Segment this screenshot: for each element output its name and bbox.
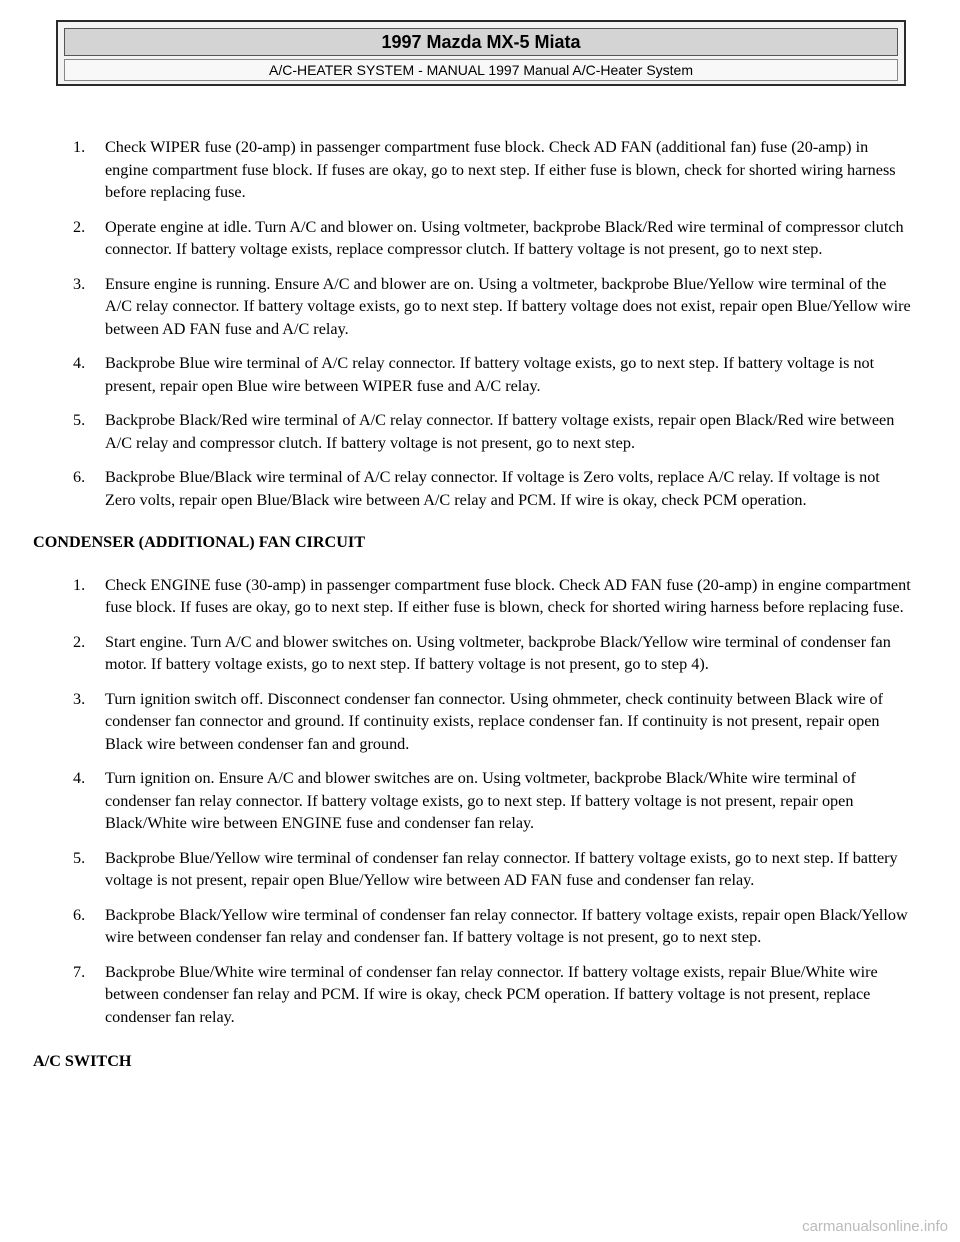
step-text: Backprobe Blue/Black wire terminal of A/C relay connector. If voltage is Zero volts, replace A/C relay. If voltage is not Zero volts, repair open Blue/Black wire between A/C relay and PCM. If wire is okay, check PCM operation. <box>105 468 880 509</box>
list-item <box>33 273 913 341</box>
list-item <box>33 688 913 756</box>
document-body <box>33 136 913 1093</box>
document-subtitle: A/C-HEATER SYSTEM - MANUAL 1997 Manual A/C-Heater System <box>64 59 898 81</box>
step-list-ac-compressor <box>33 136 913 511</box>
list-item <box>33 904 913 949</box>
list-item <box>33 574 913 619</box>
site-watermark: carmanualsonline.info <box>802 1218 948 1235</box>
step-number: 6. <box>73 468 86 486</box>
list-item <box>33 961 913 1029</box>
step-number: 1. <box>73 575 86 594</box>
step-number: 2. <box>73 217 86 236</box>
list-item <box>33 767 913 835</box>
step-text: Check WIPER fuse (20-amp) in passenger compartment fuse block. Check AD FAN (additional fan) fuse (20-amp) in engine compartment fuse block. If fuses are okay, go to next step. If either fuse is blown, check for shorted wiring harness before replacing fuse. <box>105 138 896 201</box>
list-item <box>33 847 913 892</box>
step-number: 3. <box>73 274 86 293</box>
section-heading-condenser-fan: CONDENSER (ADDITIONAL) FAN CIRCUIT <box>33 533 366 551</box>
step-text: Ensure engine is running. Ensure A/C and blower are on. Using a voltmeter, backprobe Blue/Yellow wire terminal of the A/C relay connector. If battery voltage exists, go to next step. If battery voltage does not exist, repair open Blue/Yellow wire between AD FAN fuse and A/C relay. <box>105 274 911 338</box>
step-text: Operate engine at idle. Turn A/C and blower on. Using voltmeter, backprobe Black/Red wire terminal of compressor clutch connector. If battery voltage exists, replace compressor clutch. If battery voltage is not present, go to next step. <box>105 217 904 258</box>
step-text: Start engine. Turn A/C and blower switches on. Using voltmeter, backprobe Black/Yellow wire terminal of condenser fan motor. If battery voltage exists, go to next step. If battery voltage is not present, go to step 4). <box>105 632 891 673</box>
step-number: 4. <box>73 354 86 372</box>
step-text: Backprobe Black/Red wire terminal of A/C relay connector. If battery voltage exists, repair open Black/Red wire between A/C relay and compressor clutch. If battery voltage is not present, go to next step. <box>105 411 895 452</box>
step-text: Backprobe Black/Yellow wire terminal of condenser fan relay connector. If battery voltage exists, repair open Black/Yellow wire between condenser fan relay and condenser fan. If battery voltage is not present, go to next step. <box>105 905 908 946</box>
step-text: Backprobe Blue wire terminal of A/C relay connector. If battery voltage exists, go to next step. If battery voltage is not present, repair open Blue wire between WIPER fuse and A/C relay. <box>105 354 875 395</box>
step-number: 2. <box>73 632 86 651</box>
page-header <box>56 20 906 86</box>
step-number: 5. <box>73 411 86 429</box>
list-item <box>33 466 913 511</box>
list-item <box>33 216 913 261</box>
step-number: 7. <box>73 962 86 981</box>
list-item <box>33 409 913 454</box>
step-number: 5. <box>73 848 86 867</box>
list-item <box>33 352 913 397</box>
step-text: Backprobe Blue/White wire terminal of condenser fan relay connector. If battery voltage exists, repair Blue/White wire between condenser fan relay and PCM. If wire is okay, check PCM operation. If battery voltage is not present, replace condenser fan relay. <box>105 962 878 1026</box>
step-number: 4. <box>73 769 86 787</box>
step-number: 1. <box>73 138 86 156</box>
step-number: 3. <box>73 689 86 708</box>
step-text: Turn ignition on. Ensure A/C and blower switches are on. Using voltmeter, backprobe Black/White wire terminal of condenser fan relay connector. If battery voltage exists, go to next step. If battery voltage is not present, repair open Black/White wire between ENGINE fuse and condenser fan relay. <box>105 769 856 832</box>
step-text: Turn ignition switch off. Disconnect condenser fan connector. Using ohmmeter, check continuity between Black wire of condenser fan connector and ground. If continuity exists, replace condenser fan. If continuity is not present, repair open Black wire between condenser fan and ground. <box>105 689 883 753</box>
section-heading-ac-switch: A/C SWITCH <box>33 1052 132 1070</box>
step-list-condenser-fan <box>33 574 913 1029</box>
step-text: Backprobe Blue/Yellow wire terminal of condenser fan relay connector. If battery voltage exists, go to next step. If battery voltage is not present, repair open Blue/Yellow wire between AD FAN fuse and condenser fan relay. <box>105 848 898 889</box>
list-item <box>33 631 913 676</box>
list-item <box>33 136 913 204</box>
step-text: Check ENGINE fuse (30-amp) in passenger compartment fuse block. Check AD FAN fuse (20-amp) in engine compartment fuse block. If fuses are okay, go to next step. If either fuse is blown, check for shorted wiring harness before replacing fuse. <box>105 575 911 616</box>
document-title: 1997 Mazda MX-5 Miata <box>64 28 898 56</box>
step-number: 6. <box>73 905 86 924</box>
